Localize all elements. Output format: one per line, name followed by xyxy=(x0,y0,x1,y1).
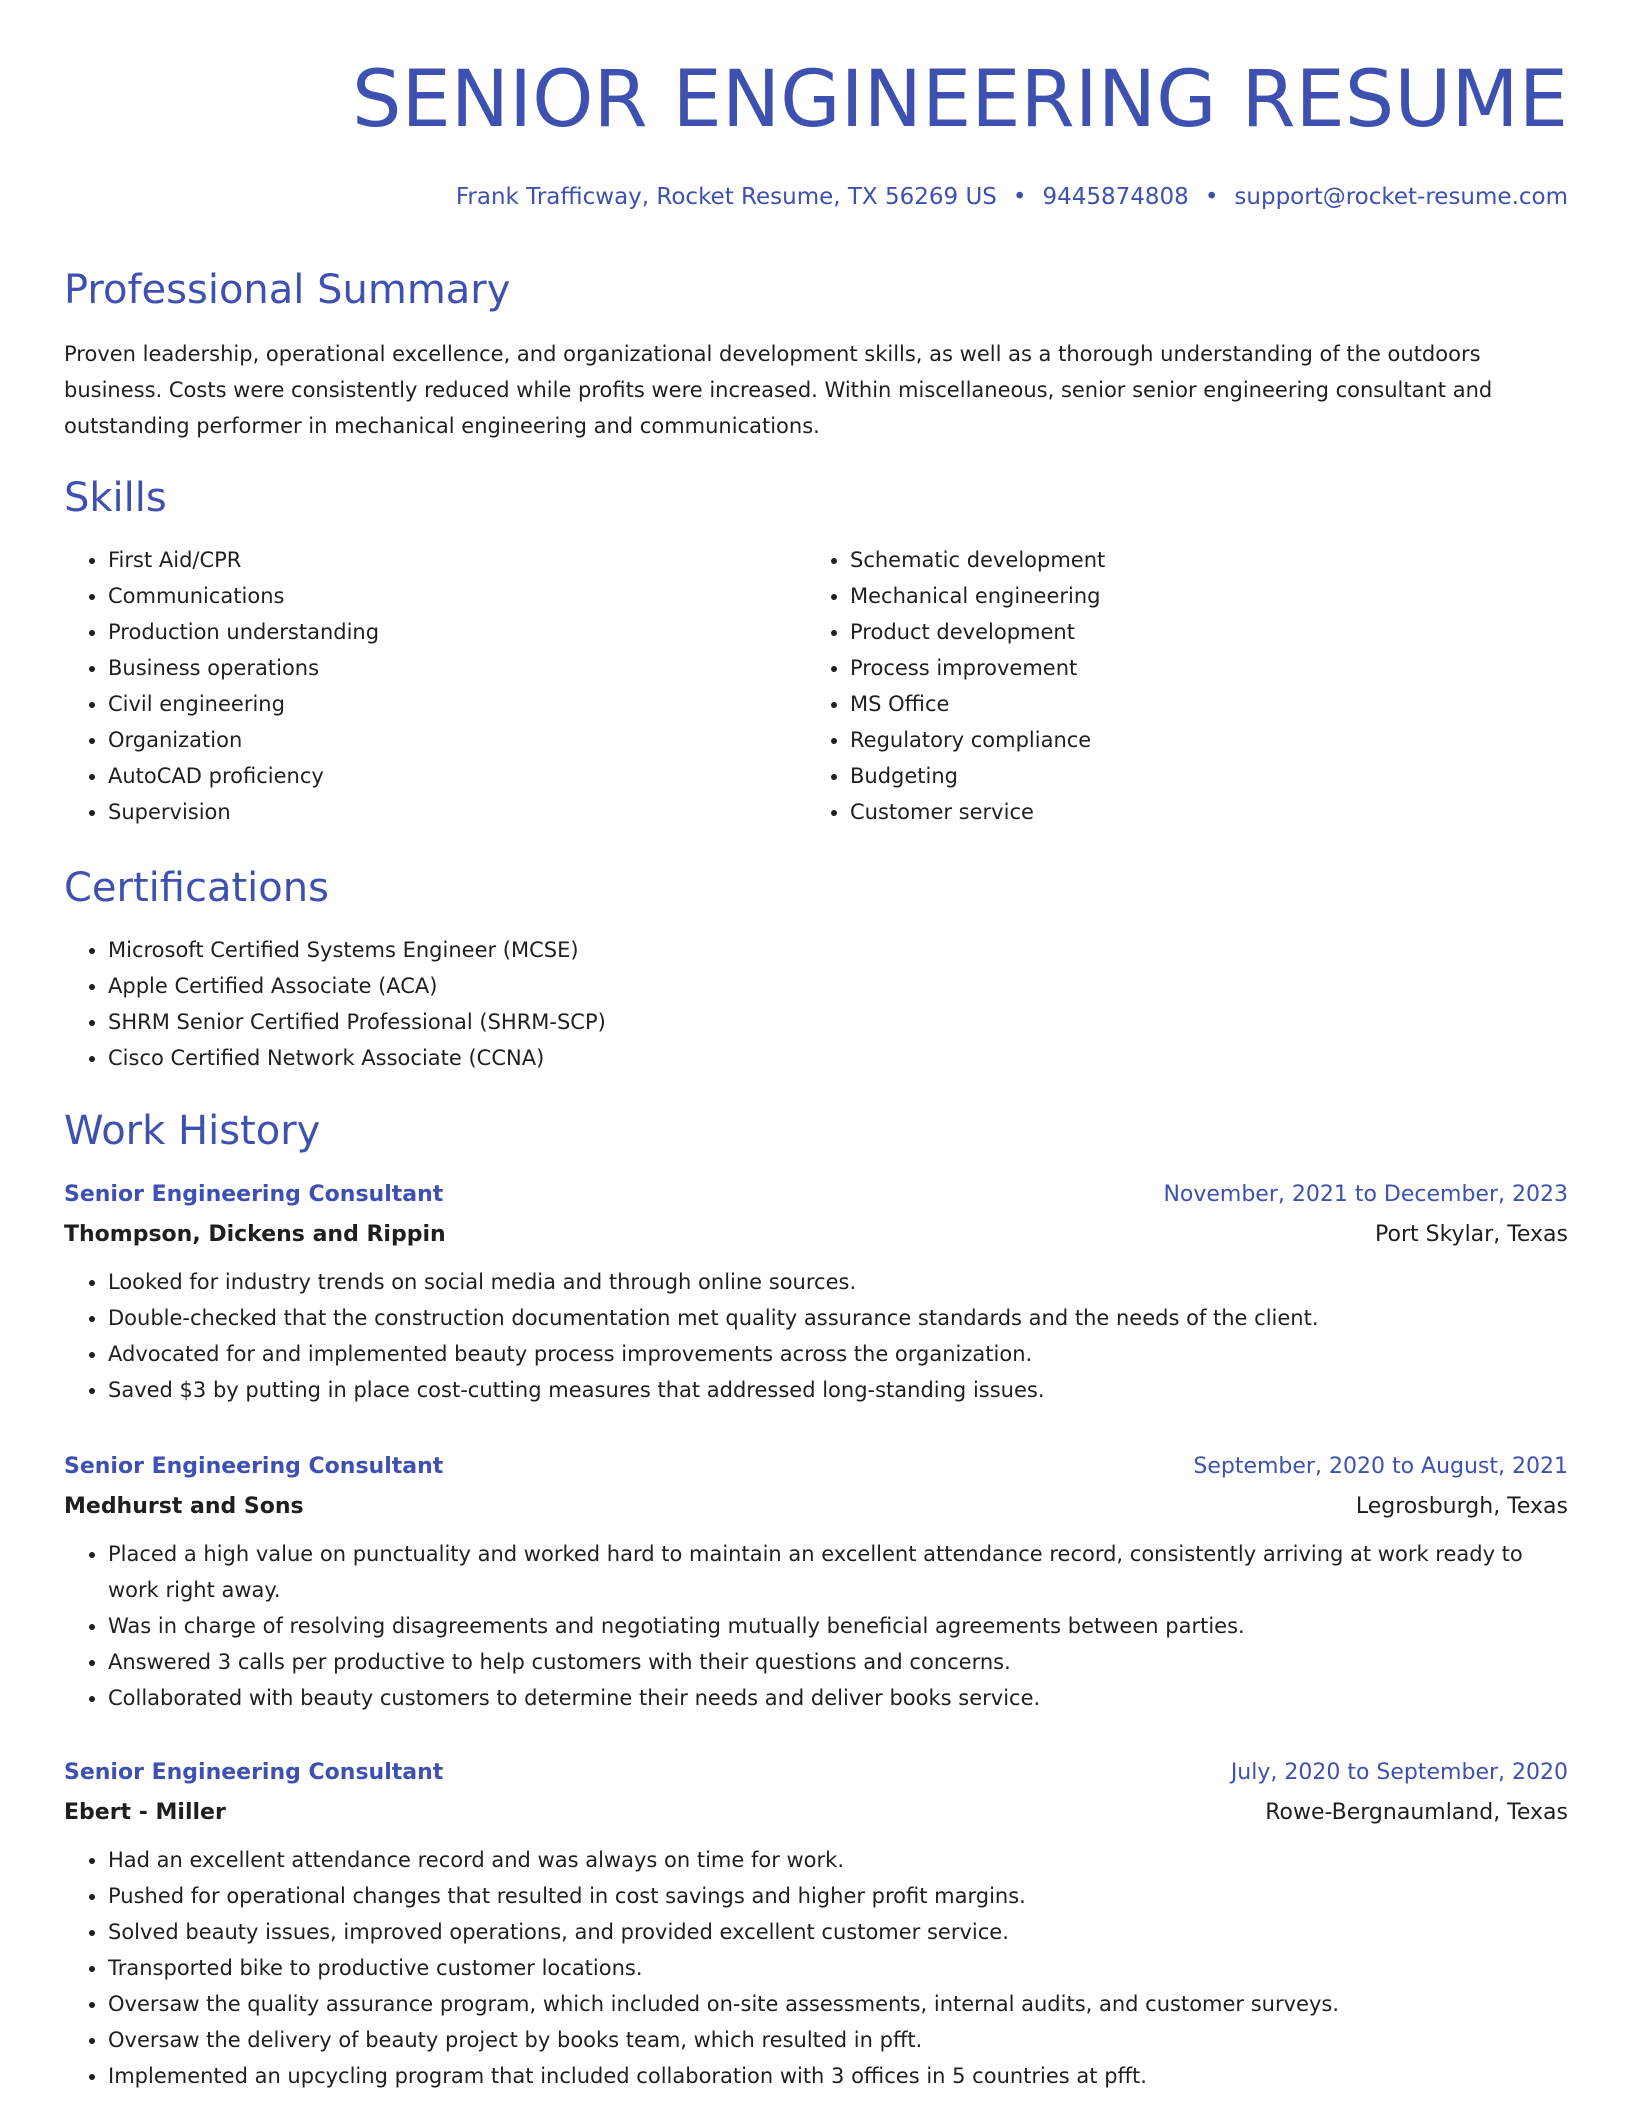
skills-column-left xyxy=(64,542,806,830)
summary-heading: Professional Summary xyxy=(64,267,511,313)
certifications-list xyxy=(64,932,1568,1076)
skills-column-right xyxy=(806,542,1548,830)
skill-item: • Business operations xyxy=(108,650,806,686)
contact-line xyxy=(64,182,1568,212)
job-bullet: • Collaborated with beauty customers to determine their needs and deliver books service. xyxy=(108,1680,1568,1716)
certification-item: • SHRM Senior Certified Professional (SHRM-SCP) xyxy=(108,1004,1568,1040)
skill-item: • Process improvement xyxy=(850,650,1548,686)
contact-separator: • xyxy=(1204,184,1219,210)
skill-item: • Supervision xyxy=(108,794,806,830)
job-title: Senior Engineering Consultant xyxy=(64,1182,444,1207)
skills-list xyxy=(64,542,1568,830)
skill-item: • Customer service xyxy=(850,794,1548,830)
work-history-heading: Work History xyxy=(64,1108,321,1154)
certifications-heading: Certifications xyxy=(64,865,329,911)
summary-text: Proven leadership, operational excellence, and organizational development skills, as well as a thorough understanding of the outdoors business. Costs were consistently reduced while profits were increased. Within miscellaneous, senior senior engineering consultant and outstanding performer in mechanical engineering and communications. xyxy=(64,342,1493,438)
job-location: Port Skylar, Texas xyxy=(1375,1222,1568,1247)
job-bullet: • Answered 3 calls per productive to help customers with their questions and concerns. xyxy=(108,1644,1568,1680)
job-dates: September, 2020 to August, 2021 xyxy=(1193,1454,1568,1479)
contact-separator: • xyxy=(1012,184,1027,210)
skill-item: • AutoCAD proficiency xyxy=(108,758,806,794)
skill-item: • First Aid/CPR xyxy=(108,542,806,578)
skill-item: • Mechanical engineering xyxy=(850,578,1548,614)
certification-item: • Microsoft Certified Systems Engineer (MCSE) xyxy=(108,932,1568,968)
job-bullet: • Double-checked that the construction documentation met quality assurance standards and the needs of the client. xyxy=(108,1300,1568,1336)
skill-item: • Organization xyxy=(108,722,806,758)
job-location: Legrosburgh, Texas xyxy=(1355,1494,1568,1519)
job-bullet: • Implemented an upcycling program that included collaboration with 3 offices in 5 countries at pfft. xyxy=(108,2058,1568,2094)
job-bullet: • Pushed for operational changes that resulted in cost savings and higher profit margins. xyxy=(108,1878,1568,1914)
skill-item: • Budgeting xyxy=(850,758,1548,794)
job-entry xyxy=(64,1180,1568,1408)
certification-item: • Cisco Certified Network Associate (CCNA) xyxy=(108,1040,1568,1076)
skills-heading: Skills xyxy=(64,475,167,521)
job-company: Thompson, Dickens and Rippin xyxy=(64,1222,446,1247)
job-title: Senior Engineering Consultant xyxy=(64,1760,444,1785)
job-bullet: • Advocated for and implemented beauty process improvements across the organization. xyxy=(108,1336,1568,1372)
skill-item: • Product development xyxy=(850,614,1548,650)
job-bullet: • Solved beauty issues, improved operations, and provided excellent customer service. xyxy=(108,1914,1568,1950)
job-bullet: • Transported bike to productive customer locations. xyxy=(108,1950,1568,1986)
skill-item: • Civil engineering xyxy=(108,686,806,722)
certification-item: • Apple Certified Associate (ACA) xyxy=(108,968,1568,1004)
resume-page xyxy=(64,0,1568,2088)
job-dates: July, 2020 to September, 2020 xyxy=(1230,1760,1568,1785)
job-title: Senior Engineering Consultant xyxy=(64,1454,444,1479)
job-bullet: • Was in charge of resolving disagreements and negotiating mutually beneficial agreements between parties. xyxy=(108,1608,1568,1644)
contact-phone: 9445874808 xyxy=(1042,184,1189,210)
job-bullet: • Saved $3 by putting in place cost-cutting measures that addressed long-standing issues. xyxy=(108,1372,1568,1408)
contact-email: support@rocket-resume.com xyxy=(1234,184,1568,210)
job-bullet: • Looked for industry trends on social media and through online sources. xyxy=(108,1264,1568,1300)
job-company: Ebert - Miller xyxy=(64,1800,226,1825)
skill-item: • Communications xyxy=(108,578,806,614)
job-location: Rowe-Bergnaumland, Texas xyxy=(1265,1800,1568,1825)
job-bullet: • Placed a high value on punctuality and worked hard to maintain an excellent attendance record, consistently arriving at work ready to work right away. xyxy=(108,1536,1568,1608)
job-company: Medhurst and Sons xyxy=(64,1494,304,1519)
job-bullet: • Oversaw the quality assurance program, which included on-site assessments, internal audits, and customer surveys. xyxy=(108,1986,1568,2022)
job-bullet: • Had an excellent attendance record and was always on time for work. xyxy=(108,1842,1568,1878)
job-entry xyxy=(64,1758,1568,2094)
resume-title: SENIOR ENGINEERING RESUME xyxy=(352,55,1568,145)
skill-item: • Regulatory compliance xyxy=(850,722,1548,758)
skill-item: • MS Office xyxy=(850,686,1548,722)
skill-item: • Schematic development xyxy=(850,542,1548,578)
job-bullet: • Oversaw the delivery of beauty project by books team, which resulted in pfft. xyxy=(108,2022,1568,2058)
skill-item: • Production understanding xyxy=(108,614,806,650)
job-entry xyxy=(64,1452,1568,1716)
job-dates: November, 2021 to December, 2023 xyxy=(1163,1182,1568,1207)
contact-address: Frank Trafficway, Rocket Resume, TX 56269 US xyxy=(455,184,997,210)
